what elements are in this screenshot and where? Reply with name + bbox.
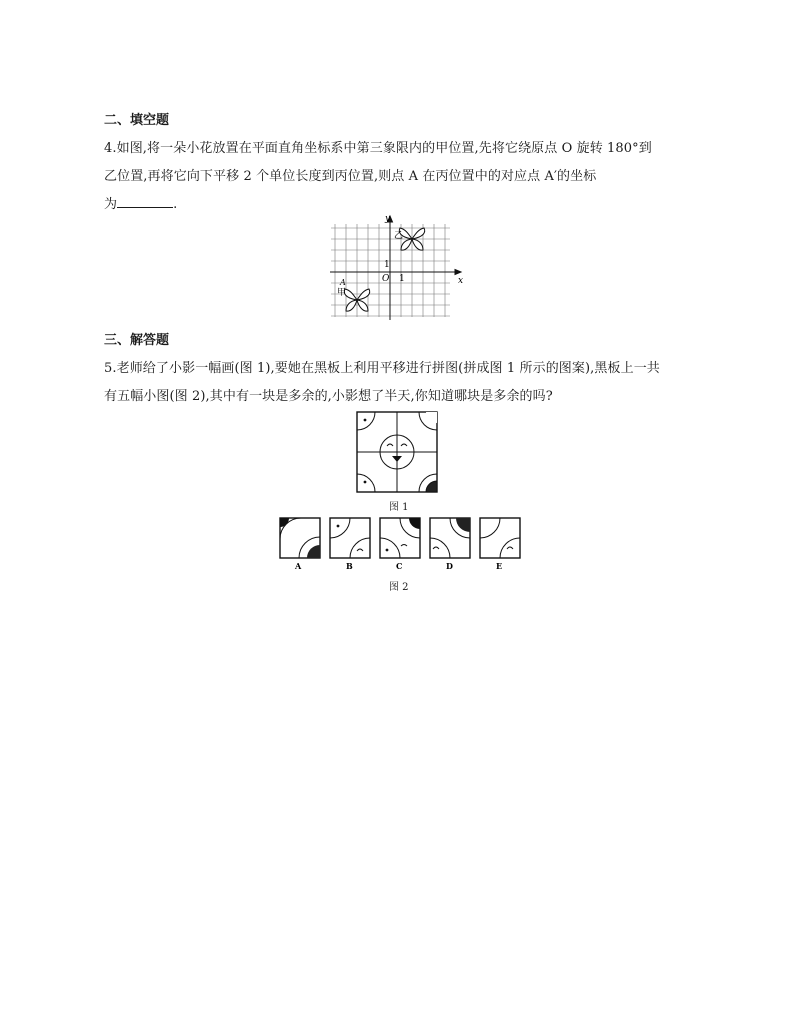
flower-yi-label: 乙 bbox=[394, 231, 404, 241]
figure-2-tiles bbox=[278, 516, 518, 572]
tick-label-x-1: 1 bbox=[399, 274, 405, 284]
tile-label-b: B bbox=[346, 561, 353, 571]
tile-b[interactable] bbox=[330, 518, 370, 558]
y-axis-label: y bbox=[385, 214, 391, 224]
tick-label-y-1: 1 bbox=[384, 260, 390, 270]
coordinate-figure bbox=[328, 212, 468, 322]
tile-label-c: C bbox=[396, 561, 403, 571]
tile-e[interactable] bbox=[480, 518, 520, 558]
origin-label: O bbox=[382, 274, 390, 284]
point-a-label: A bbox=[340, 278, 346, 287]
tile-d[interactable] bbox=[430, 518, 470, 558]
answer-suffix: . bbox=[173, 197, 178, 212]
section-heading-answer: 三、解答题 bbox=[104, 333, 170, 348]
question-4-line-3 bbox=[104, 193, 177, 212]
question-4-line-1: 4.如图,将一朵小花放置在平面直角坐标系中第三象限内的甲位置,先将它绕原点 O 旋转 180°到 bbox=[104, 141, 652, 156]
figure-1-caption: 图 1 bbox=[389, 502, 409, 513]
tile-label-d: D bbox=[446, 561, 453, 571]
tile-label-e: E bbox=[496, 561, 503, 571]
question-4-line-2: 乙位置,再将它向下平移 2 个单位长度到丙位置,则点 A 在丙位置中的对应点 A′的坐标 bbox=[104, 169, 597, 184]
question-5-line-1: 5.老师给了小影一幅画(图 1),要她在黑板上利用平移进行拼图(拼成图 1 所示的图案),黑板上一共 bbox=[104, 361, 660, 376]
answer-blank[interactable] bbox=[117, 195, 173, 208]
tile-c[interactable] bbox=[380, 518, 420, 558]
x-axis-label: x bbox=[458, 276, 464, 286]
answer-prefix: 为 bbox=[104, 197, 118, 212]
tile-label-a: A bbox=[295, 561, 302, 571]
flower-jia-label: 甲 bbox=[337, 288, 347, 298]
section-heading-fill-blank: 二、填空题 bbox=[104, 113, 170, 128]
question-5-line-2: 有五幅小图(图 2),其中有一块是多余的,小影想了半天,你知道哪块是多余的吗? bbox=[104, 389, 553, 404]
figure-1-picture bbox=[356, 411, 438, 493]
tile-a[interactable] bbox=[280, 518, 320, 558]
figure-2-caption: 图 2 bbox=[389, 582, 409, 593]
